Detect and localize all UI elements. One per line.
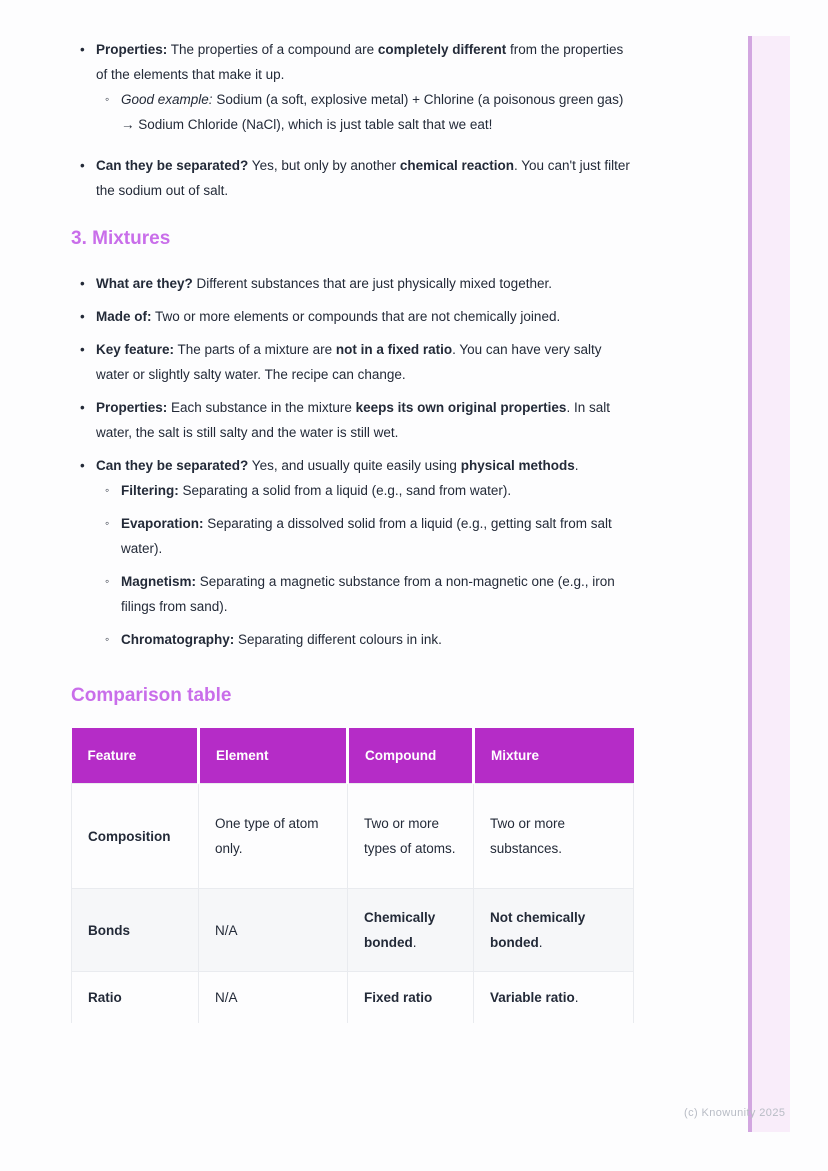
list-item: [71, 304, 633, 329]
bullet-icon: •: [80, 458, 85, 473]
bullet-icon: •: [80, 42, 85, 57]
text-run: Composition: [88, 828, 171, 844]
comparison-table: [71, 728, 634, 1023]
bullet-icon: •: [80, 342, 85, 357]
text-run: Chromatography:: [121, 632, 235, 647]
watermark: (c) Knowunity 2025: [684, 1107, 786, 1119]
text-run: N/A: [215, 989, 238, 1005]
text-run: Separating a dissolved solid from a liquid (e.g., getting salt from salt water).: [121, 516, 612, 556]
text-run: One type of atom only.: [215, 816, 319, 856]
text-run: Made of:: [96, 309, 152, 324]
list-item-text: [121, 478, 633, 503]
bullet-list: [71, 271, 633, 660]
text-run: . You can't just filter the sodium out of salt.: [96, 158, 630, 198]
text-run: Can they be separated?: [96, 458, 249, 473]
list-item-text: [96, 453, 633, 660]
bullet-icon: •: [80, 158, 85, 173]
text-run: Sodium (a soft, explosive metal) + Chlorine (a poisonous green gas) → Sodium Chloride (NaCl), which is just table salt that we eat!: [121, 92, 624, 132]
text-run: . You can have very salty water or slightly salty water. The recipe can change.: [96, 342, 602, 382]
table-cell: [348, 784, 474, 889]
text-run: .: [574, 458, 579, 473]
text-run: Magnetism:: [121, 574, 197, 589]
text-run: Bonds: [88, 922, 130, 938]
table-cell: [199, 889, 348, 972]
bullet-icon: •: [80, 276, 85, 291]
table-cell: [72, 889, 199, 972]
text-run: Separating a solid from a liquid (e.g., sand from water).: [178, 483, 512, 498]
list-item: [71, 337, 633, 387]
text-run: from the properties of the elements that make it up.: [96, 42, 624, 82]
column-header-feature: Feature: [72, 728, 199, 784]
list-item-text: [121, 627, 633, 652]
text-run: N/A: [215, 922, 238, 938]
table-body: [72, 784, 634, 1023]
list-item: [71, 271, 633, 296]
table-cell: [72, 972, 199, 1023]
text-run: Two or more elements or compounds that are not chemically joined.: [151, 309, 561, 324]
column-header-element: Element: [199, 728, 348, 784]
table-cell: [474, 889, 634, 972]
bullet-list: [71, 37, 633, 203]
list-item-text: [96, 395, 633, 445]
list-item: [96, 627, 633, 652]
list-item-text: [121, 511, 633, 561]
column-header-compound: Compound: [348, 728, 474, 784]
text-run: physical methods: [460, 458, 575, 473]
table-cell: [474, 972, 634, 1023]
text-run: .: [574, 989, 579, 1005]
table-row: [72, 784, 634, 889]
bullet-icon: •: [80, 309, 85, 324]
sub-bullet-list: [96, 478, 633, 652]
list-item-text: [121, 87, 633, 137]
text-run: chemical reaction: [399, 158, 514, 173]
text-run: The parts of a mixture are: [174, 342, 336, 357]
list-item: [96, 87, 633, 137]
text-run: Good example:: [121, 92, 213, 107]
text-run: Filtering:: [121, 483, 179, 498]
circle-bullet-icon: ◦: [105, 483, 110, 497]
text-run: Variable ratio: [490, 989, 575, 1005]
list-item-text: [96, 153, 633, 203]
text-run: Separating a magnetic substance from a non-magnetic one (e.g., iron filings from sand).: [121, 574, 615, 614]
table-cell: [348, 889, 474, 972]
list-item: [96, 569, 633, 619]
list-item-text: [96, 271, 633, 296]
table-header: [72, 728, 634, 784]
text-run: Evaporation:: [121, 516, 204, 531]
table-cell: [348, 972, 474, 1023]
text-run: Separating different colours in ink.: [234, 632, 442, 647]
section-heading: Comparison table: [71, 685, 232, 706]
text-run: Yes, but only by another: [248, 158, 400, 173]
table-cell: [474, 784, 634, 889]
table-cell: [199, 972, 348, 1023]
text-run: Properties:: [96, 400, 168, 415]
text-run: keeps its own original properties: [355, 400, 567, 415]
circle-bullet-icon: ◦: [105, 632, 110, 646]
list-item: [71, 153, 633, 203]
circle-bullet-icon: ◦: [105, 92, 110, 106]
text-run: Ratio: [88, 989, 122, 1005]
list-item: [71, 37, 633, 145]
page-edge-decoration: [748, 36, 790, 1132]
text-run: completely different: [377, 42, 507, 57]
text-run: Not chemically bonded: [490, 910, 586, 950]
text-run: Different substances that are just physically mixed together.: [192, 276, 552, 291]
bullet-icon: •: [80, 400, 85, 415]
text-run: Key feature:: [96, 342, 175, 357]
text-run: not in a fixed ratio: [335, 342, 453, 357]
list-item: [96, 478, 633, 503]
text-run: Can they be separated?: [96, 158, 249, 173]
list-item-text: [121, 569, 633, 619]
table-header-row: [72, 728, 634, 784]
text-run: .: [538, 935, 543, 950]
text-run: .: [412, 935, 417, 950]
list-item-text: [96, 337, 633, 387]
text-run: Properties:: [96, 42, 168, 57]
section-heading: 3. Mixtures: [71, 228, 171, 249]
circle-bullet-icon: ◦: [105, 574, 110, 588]
list-item: [71, 453, 633, 660]
text-run: What are they?: [96, 276, 193, 291]
list-item: [96, 511, 633, 561]
list-item-text: [96, 304, 633, 329]
notes-content: [71, 37, 633, 1023]
column-header-mixture: Mixture: [474, 728, 634, 784]
text-run: Fixed ratio: [364, 989, 433, 1005]
sub-bullet-list: [96, 87, 633, 137]
text-run: Yes, and usually quite easily using: [248, 458, 461, 473]
table-row: [72, 972, 634, 1023]
table-row: [72, 889, 634, 972]
circle-bullet-icon: ◦: [105, 516, 110, 530]
text-run: Two or more types of atoms.: [364, 816, 456, 856]
text-run: Chemically bonded: [364, 910, 436, 950]
text-run: . In salt water, the salt is still salty and the water is still wet.: [96, 400, 610, 440]
table-cell: [199, 784, 348, 889]
list-item: [71, 395, 633, 445]
text-run: Two or more substances.: [490, 816, 566, 856]
list-item-text: [96, 37, 633, 145]
text-run: Each substance in the mixture: [167, 400, 356, 415]
table-cell: [72, 784, 199, 889]
text-run: The properties of a compound are: [167, 42, 378, 57]
